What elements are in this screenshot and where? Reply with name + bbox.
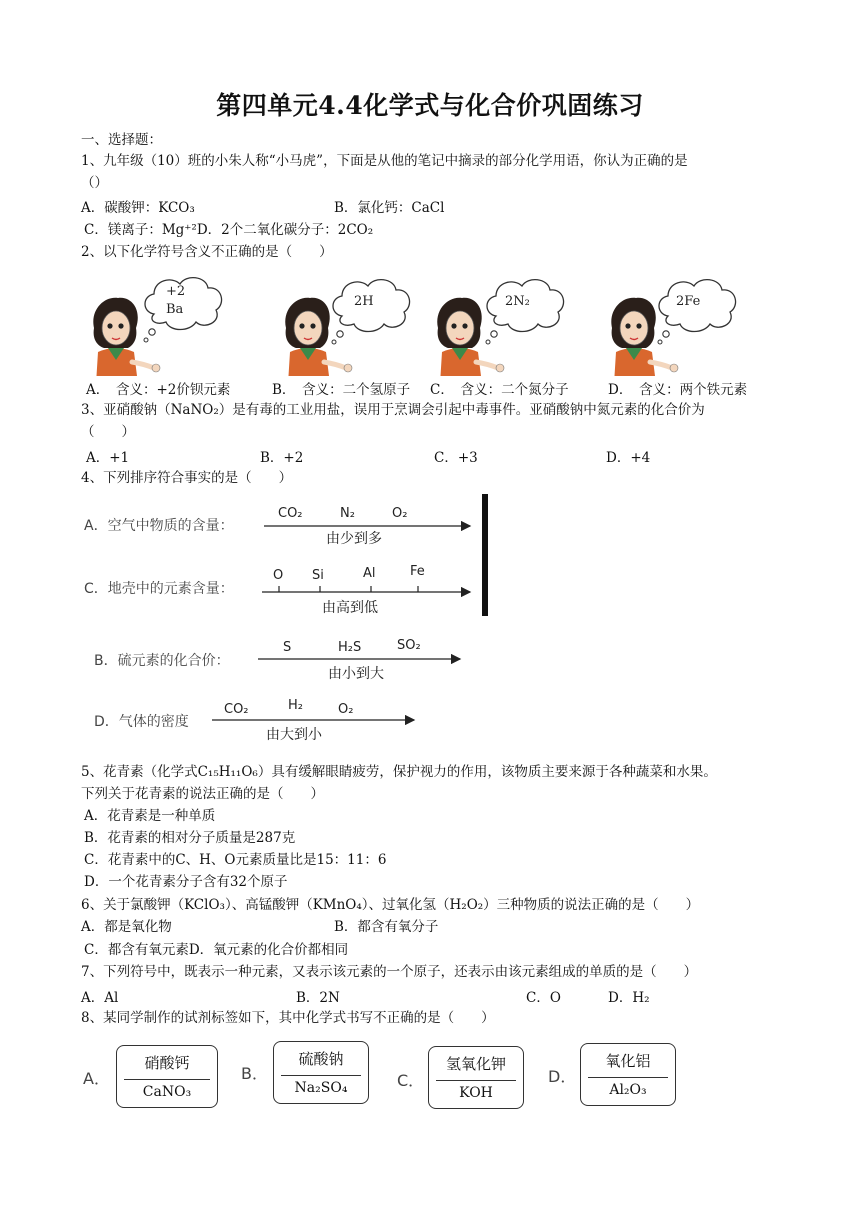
q8-label-b-formula: Na₂SO₄ [294, 1080, 348, 1096]
q7-stem: 7、下列符号中，既表示一种元素，又表示该元素的一个原子，还表示由该元素组成的单质的是（ ） [81, 964, 698, 980]
q2-option-d: D． 含义：两个铁元素 [608, 382, 748, 398]
q4-b-item-1: S [283, 640, 292, 655]
q4-c-item-1: O [273, 568, 284, 583]
q5-option-d: D．一个花青素分子含有32个原子 [84, 874, 288, 890]
q8-label-d-formula: Al₂O₃ [609, 1082, 647, 1098]
q8-label-a-letter: A． [83, 1069, 110, 1088]
q4-a-item-2: N₂ [340, 506, 355, 521]
q4-d-item-2: H₂ [288, 698, 303, 713]
q5-option-a: A．花青素是一种单质 [84, 808, 216, 824]
bubble-charge: +2 [166, 284, 186, 299]
q4-c-label: C．地壳中的元素含量： [84, 581, 234, 597]
bubble-ba: Ba [166, 302, 184, 317]
q7-option-d: D．H₂ [608, 990, 650, 1006]
q4-c-item-4: Fe [410, 564, 425, 579]
q4-stem: 4、下列排序符合事实的是（ ） [81, 470, 293, 486]
q7-option-c: C．O [526, 990, 561, 1006]
q6-option-a: A．都是氧化物 [81, 919, 172, 935]
bubble-2fe: 2Fe [676, 294, 701, 309]
q1-stem: 1、九年级（10）班的小朱人称“小马虎”，下面是从他的笔记中摘录的部分化学用语，你认为正确的是 [81, 153, 688, 169]
q8-label-d-divider [588, 1077, 668, 1078]
q1-option-a: A．碳酸钾：KCO₃ [81, 200, 195, 216]
q8-label-d-letter: D． [548, 1067, 577, 1086]
q4-b-item-3: SO₂ [397, 638, 421, 653]
q8-label-c-letter: C． [397, 1071, 425, 1090]
q4-b-item-2: H₂S [338, 640, 362, 655]
q4-c-item-3: Al [363, 566, 376, 581]
q8-label-d [580, 1043, 676, 1106]
q4-d-item-3: O₂ [338, 702, 354, 717]
q1-paren: （） [81, 175, 108, 191]
q8-label-a-divider [124, 1079, 210, 1080]
q8-label-a-name: 硝酸钙 [144, 1054, 190, 1072]
q8-label-c-formula: KOH [459, 1085, 493, 1101]
q8-label-b-name: 硫酸钠 [298, 1050, 344, 1068]
q7-option-a: A．Al [81, 990, 119, 1006]
section-heading: 一、选择题： [81, 132, 162, 148]
q4-c-item-2: Si [312, 568, 324, 583]
q3-option-c: C．+3 [434, 450, 478, 466]
q8-label-c [428, 1046, 524, 1109]
q4-a-caption: 由少到多 [326, 531, 382, 547]
q6-option-cd: C．都含有氧元素D．氧元素的化合价都相同 [84, 942, 349, 958]
q5-option-c: C．花青素中的C、H、O元素质量比是15：11：6 [84, 852, 387, 868]
q4-a-item-1: CO₂ [278, 506, 303, 521]
bubble-2h: 2H [354, 294, 374, 309]
q4-a-label: A．空气中物质的含量： [84, 518, 234, 534]
q4-d-item-1: CO₂ [224, 702, 249, 717]
q5-stem-2: 下列关于花青素的说法正确的是（ ） [81, 786, 324, 802]
q5-stem: 5、花青素（化学式C₁₅H₁₁O₆）具有缓解眼睛疲劳，保护视力的作用，该物质主要来源于各种蔬菜和水果。 [81, 764, 717, 780]
q8-stem: 8、某同学制作的试剂标签如下，其中化学式书写不正确的是（ ） [81, 1010, 495, 1026]
q4-b-caption: 由小到大 [328, 666, 384, 682]
q2-figure [0, 270, 860, 376]
page-title: 第四单元4.4化学式与化合价巩固练习 [216, 91, 644, 120]
q5-option-b: B．花青素的相对分子质量是287克 [84, 830, 296, 846]
bubble-2n2: 2N₂ [505, 294, 530, 309]
q8-label-b-divider [281, 1075, 361, 1076]
q4-d-label: D．气体的密度 [94, 714, 189, 730]
q8-label-c-divider [436, 1080, 516, 1081]
q3-stem: 3、亚硝酸钠（NaNO₂）是有毒的工业用盐，误用于烹调会引起中毒事件。亚硝酸钠中氮元素的化合价为 [81, 402, 705, 418]
q7-option-b: B．2N [296, 990, 340, 1006]
q3-option-d: D．+4 [606, 450, 651, 466]
q2-option-a: A． 含义：+2价钡元素 [86, 382, 231, 398]
q2-option-b: B． 含义：二个氢原子 [272, 382, 411, 398]
q1-option-b: B．氯化钙：CaCl [334, 200, 445, 216]
q1-option-cd: C．镁离子：Mg⁺²D．2个二氧化碳分子：2CO₂ [84, 222, 374, 238]
q6-option-b: B．都含有氧分子 [334, 919, 439, 935]
q8-label-d-name: 氧化铝 [605, 1052, 651, 1070]
q8-label-b [273, 1041, 369, 1104]
q8-label-c-name: 氢氧化钾 [445, 1055, 506, 1073]
q8-label-b-letter: B． [241, 1064, 268, 1083]
q4-d-caption: 由大到小 [266, 727, 322, 743]
q2-option-c: C． 含义：二个氮分子 [430, 382, 569, 398]
q3-option-a: A．+1 [86, 450, 130, 466]
q4-a-item-3: O₂ [392, 506, 408, 521]
q6-stem: 6、关于氯酸钾（KClO₃）、高锰酸钾（KMnO₄）、过氧化氢（H₂O₂）三种物质的说法正确的是（ ） [81, 897, 700, 913]
q3-paren: （ ） [81, 424, 135, 440]
q2-stem: 2、以下化学符号含义不正确的是（ ） [81, 244, 333, 260]
q4-c-caption: 由高到低 [322, 600, 378, 616]
q8-label-a-formula: CaNO₃ [142, 1084, 192, 1100]
q3-option-b: B．+2 [260, 450, 304, 466]
q8-label-a [116, 1045, 218, 1108]
q4-b-label: B．硫元素的化合价： [94, 653, 230, 669]
